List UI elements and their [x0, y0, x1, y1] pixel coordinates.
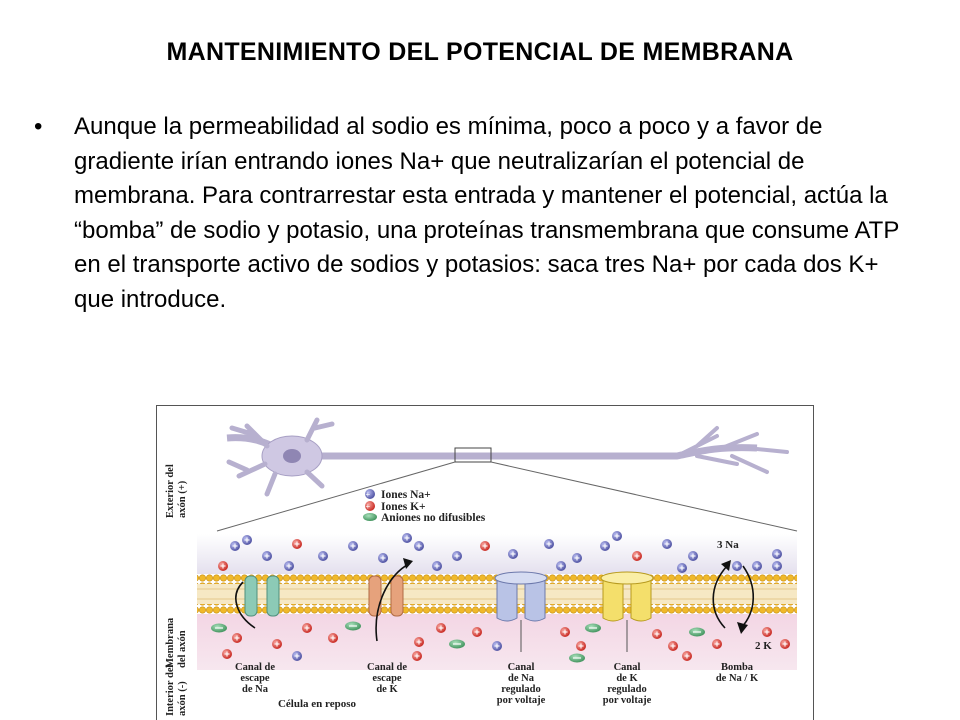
channel-label: regulado — [607, 684, 647, 695]
channel-label: de K — [616, 673, 638, 684]
svg-text:+: + — [365, 490, 371, 499]
bullet-text: Aunque la permeabilidad al sodio es mínima, poco a poco y a favor de gradiente irían entrando iones Na+ que neutralizarían el potencial de membrana. Para contrarrestar esta entrada y mantener el potencial, actúa la “bomba” de sodio y potasio, una proteínas transmembrana que consume ATP en el transporte activo de sodios y potasios: saca tres Na+ por cada dos K+ que introduce. — [74, 113, 899, 313]
channel-label: escape — [372, 673, 402, 684]
channel-label: Canal — [507, 662, 535, 673]
membrane-diagram — [157, 406, 814, 720]
channel-label: de Na — [508, 673, 534, 684]
pump-2k-label: 2 K — [755, 640, 772, 652]
legend-na: Iones Na+ — [381, 489, 431, 501]
label-membrane-1: Membrana — [165, 617, 176, 668]
bullet-point — [34, 110, 914, 317]
slide-title: MANTENIMIENTO DEL POTENCIAL DE MEMBRANA — [166, 38, 794, 66]
caption: Célula en reposo — [277, 698, 357, 710]
ion-legend — [363, 489, 486, 524]
anion-icon — [363, 513, 377, 521]
channel-label: regulado — [501, 684, 541, 695]
channel-label: de K — [376, 684, 398, 695]
side-labels — [165, 464, 188, 716]
legend-k: Iones K+ — [381, 501, 426, 513]
svg-text:+: + — [365, 502, 371, 511]
channel-label: por voltaje — [496, 695, 546, 706]
membrane-figure — [156, 405, 814, 720]
bullet-icon: • — [34, 113, 43, 140]
channel-label: Canal de — [235, 662, 275, 673]
legend-anions: Aniones no difusibles — [381, 512, 486, 524]
channel-label: de Na / K — [715, 673, 759, 684]
label-interior-1: Interior del — [165, 664, 176, 716]
channel-label: Bomba — [720, 662, 754, 673]
channel-label: escape — [240, 673, 270, 684]
label-interior-2: axón (-) — [177, 681, 188, 716]
neuron-illustration — [227, 420, 787, 494]
channel-label: por voltaje — [602, 695, 652, 706]
label-membrane-2: del axón — [177, 630, 188, 668]
label-exterior-1: Exterior del — [165, 464, 176, 518]
channel-label: de Na — [242, 684, 268, 695]
channel-label: Canal — [613, 662, 641, 673]
pump-3na-label: 3 Na — [717, 539, 739, 551]
channel-label: Canal de — [367, 662, 407, 673]
label-exterior-2: axón (+) — [177, 480, 188, 518]
